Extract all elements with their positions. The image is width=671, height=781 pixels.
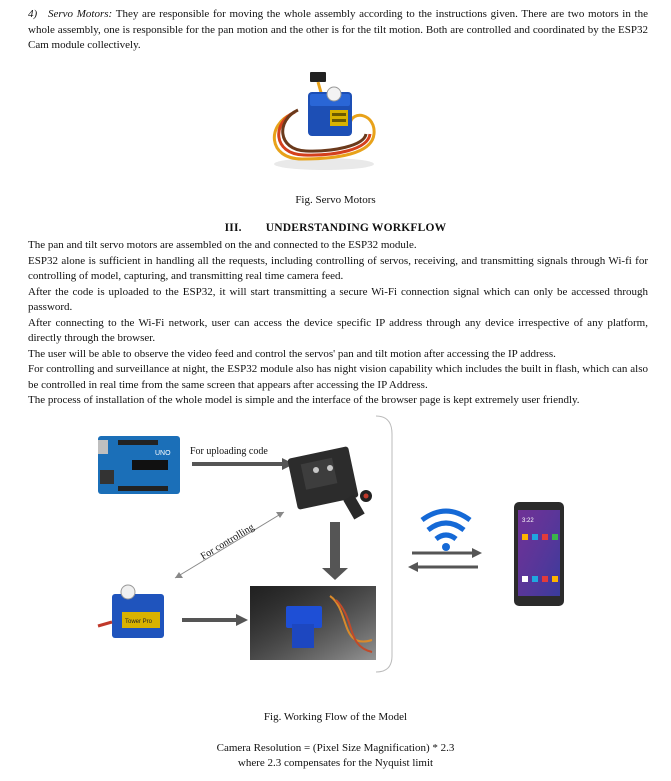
item-title: Servo Motors:	[48, 8, 113, 20]
figure-caption-servo: Fig. Servo Motors	[295, 194, 376, 206]
workflow-text	[28, 238, 648, 409]
heading-number: III.	[224, 222, 242, 234]
servo-motor-image	[262, 64, 384, 174]
wifi-icon	[422, 511, 470, 551]
arduino-board-image	[98, 436, 180, 494]
workflow-paragraph: The user will be able to observe the video feed and control the servos' pan and tilt motion after accessing the IP address.	[28, 347, 556, 360]
heading-title: UNDERSTANDING WORKFLOW	[265, 222, 447, 234]
workflow-paragraph: ESP32 alone is sufficient in handling all the requests, including controlling of servos, receiving, and transmitting signals through Wi-fi for controlling of model, capturing, and transmitting real time camera feed.	[28, 254, 648, 282]
smartphone-image	[514, 502, 564, 606]
servo-brand-label: Tower Pro	[125, 619, 153, 625]
board-label: UNO	[155, 450, 171, 457]
assembled-model-image	[250, 586, 376, 660]
servo-motor-diagram-image	[98, 585, 164, 638]
controlling-label: For controlling	[198, 521, 257, 563]
workflow-paragraph: The process of installation of the whole model is simple and the interface of the browser page is kept extremely user friendly.	[28, 394, 580, 406]
workflow-diagram-svg	[0, 410, 671, 710]
workflow-paragraph: The pan and tilt servo motors are assembled on the and connected to the ESP32 module.	[28, 239, 417, 251]
workflow-diagram	[0, 410, 671, 710]
formula-line-2: where 2.3 compensates for the Nyquist limit	[237, 757, 434, 769]
workflow-paragraph: For controlling and surveillance at night, the ESP32 module also has night vision capability which includes the built in flash, which can also be controlled in real time from the same screen that appears after accessing the IP Address.	[28, 363, 648, 391]
item-number: 4)	[28, 8, 38, 20]
item-body: They are responsible for moving the whole assembly according to the instructions given. There are two motors in the whole assembly, one is responsible for the pan motion and the other is for the tilt motion. Both are controlled and coordinated by the ESP32 Cam module collectively.	[28, 8, 648, 51]
workflow-paragraph: After the code is uploaded to the ESP32, it will start transmitting a secure Wi-Fi connection signal which can only be accessed through password.	[28, 285, 648, 313]
workflow-paragraph: After connecting to the Wi-Fi network, user can access the device specific IP address through any device irrespective of any platform, directly through the browser.	[28, 316, 648, 344]
servo-motors-paragraph	[28, 7, 648, 54]
section-heading	[0, 222, 671, 234]
phone-time: 3:22	[522, 518, 534, 524]
upload-code-label: For uploading code	[190, 446, 268, 457]
figure-caption-workflow: Fig. Working Flow of the Model	[263, 711, 408, 723]
formula-line-1: Camera Resolution = (Pixel Size Magnification) * 2.3	[216, 742, 455, 754]
esp32-cam-image	[287, 446, 372, 519]
